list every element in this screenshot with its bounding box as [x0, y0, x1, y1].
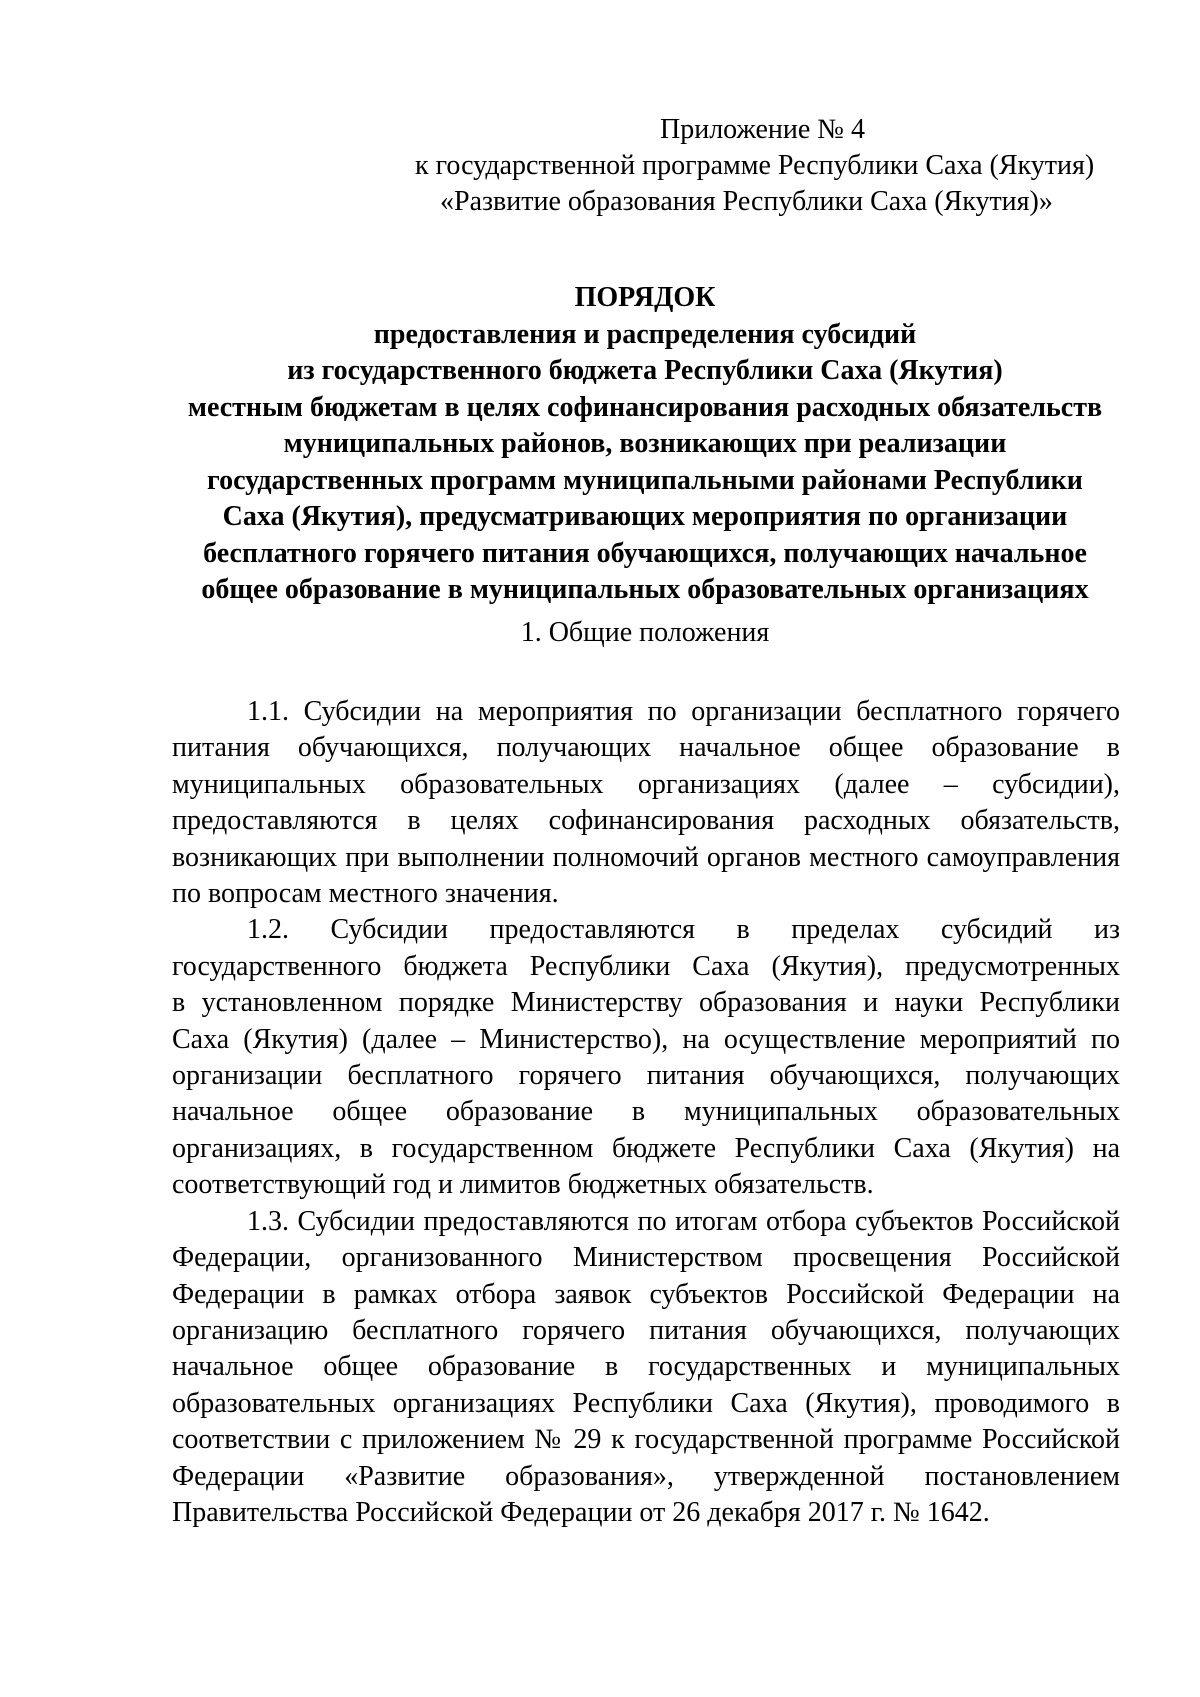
appendix-line: «Развитие образования Республики Саха (Якутия)» [440, 186, 1053, 217]
text-line: Правительства Российской Федерации от 26 декабря 2017 г. № 1642. [172, 1496, 990, 1528]
title-line: государственных программ муниципальными районами Республики [207, 464, 1083, 496]
text-line: 1.2. Субсидии предоставляются в пределах субсидий из [247, 914, 1120, 946]
appendix-header [300, 112, 1100, 220]
title-line: из государственного бюджета Республики Саха (Якутия) [287, 355, 1003, 386]
text-line: питания обучающихся, получающих начальное общее образование в [172, 732, 1120, 764]
appendix-line: Приложение № 4 [660, 114, 865, 145]
text-line: начальное общее образование в муниципальных образовательных [172, 1096, 1120, 1128]
title-line: общее образование в муниципальных образовательных организациях [201, 574, 1089, 605]
text-line: муниципальных образовательных организациях (далее – субсидии), [172, 768, 1120, 800]
text-line: возникающих при выполнении полномочий органов местного самоуправления [172, 841, 1120, 873]
text-line: Федерации, организованного Министерством просвещения Российской [172, 1242, 1120, 1274]
text-line: Федерации «Развитие образования», утвержденной постановлением [172, 1460, 1120, 1492]
appendix-line: к государственной программе Республики Саха (Якутия) [415, 150, 1095, 181]
text-line: соответствующий год и лимитов бюджетных обязательств. [172, 1169, 874, 1201]
text-line: государственного бюджета Республики Саха (Якутия), предусмотренных [172, 950, 1120, 982]
text-line: предоставляются в целях софинансирования расходных обязательств, [172, 805, 1120, 837]
text-line: соответствии с приложением № 29 к государственной программе Российской [172, 1424, 1120, 1456]
title-line: муниципальных районов, возникающих при реализации [283, 428, 1007, 459]
text-line: по вопросам местного значения. [172, 878, 559, 910]
paragraph-1-3 [172, 1204, 1120, 1532]
title-line: предоставления и распределения субсидий [373, 318, 917, 350]
text-line: 1.3. Субсидии предоставляются по итогам отбора субъектов Российской [247, 1205, 1120, 1237]
text-line: начальное общее образование в государственных и муниципальных [172, 1351, 1120, 1383]
paragraph-1-1 [172, 694, 1120, 912]
text-line: организации бесплатного горячего питания обучающихся, получающих [172, 1060, 1120, 1092]
document-title [170, 280, 1120, 609]
text-line: Федерации в рамках отбора заявок субъектов Российской Федерации на [172, 1278, 1120, 1310]
title-heading: ПОРЯДОК [574, 282, 716, 313]
section-heading: 1. Общие положения [520, 617, 770, 648]
text-line: в установленном порядке Министерству образования и науки Республики [172, 987, 1120, 1019]
text-line: организациях, в государственном бюджете Республики Саха (Якутия) на [172, 1132, 1120, 1164]
title-line: бесплатного горячего питания обучающихся, получающих начальное [203, 537, 1087, 569]
text-line: Саха (Якутия) (далее – Министерство), на осуществление мероприятий по [172, 1023, 1120, 1055]
title-line: местным бюджетам в целях софинансирования расходных обязательств [187, 391, 1103, 423]
text-line: организацию бесплатного горячего питания обучающихся, получающих [172, 1314, 1120, 1346]
text-line: 1.1. Субсидии на мероприятия по организации бесплатного горячего [247, 696, 1120, 727]
body-text [172, 694, 1120, 1531]
text-line: образовательных организациях Республики Саха (Якутия), проводимого в [172, 1387, 1120, 1419]
paragraph-1-2 [172, 912, 1120, 1203]
title-line: Саха (Якутия), предусматривающих мероприятия по организации [222, 501, 1068, 532]
